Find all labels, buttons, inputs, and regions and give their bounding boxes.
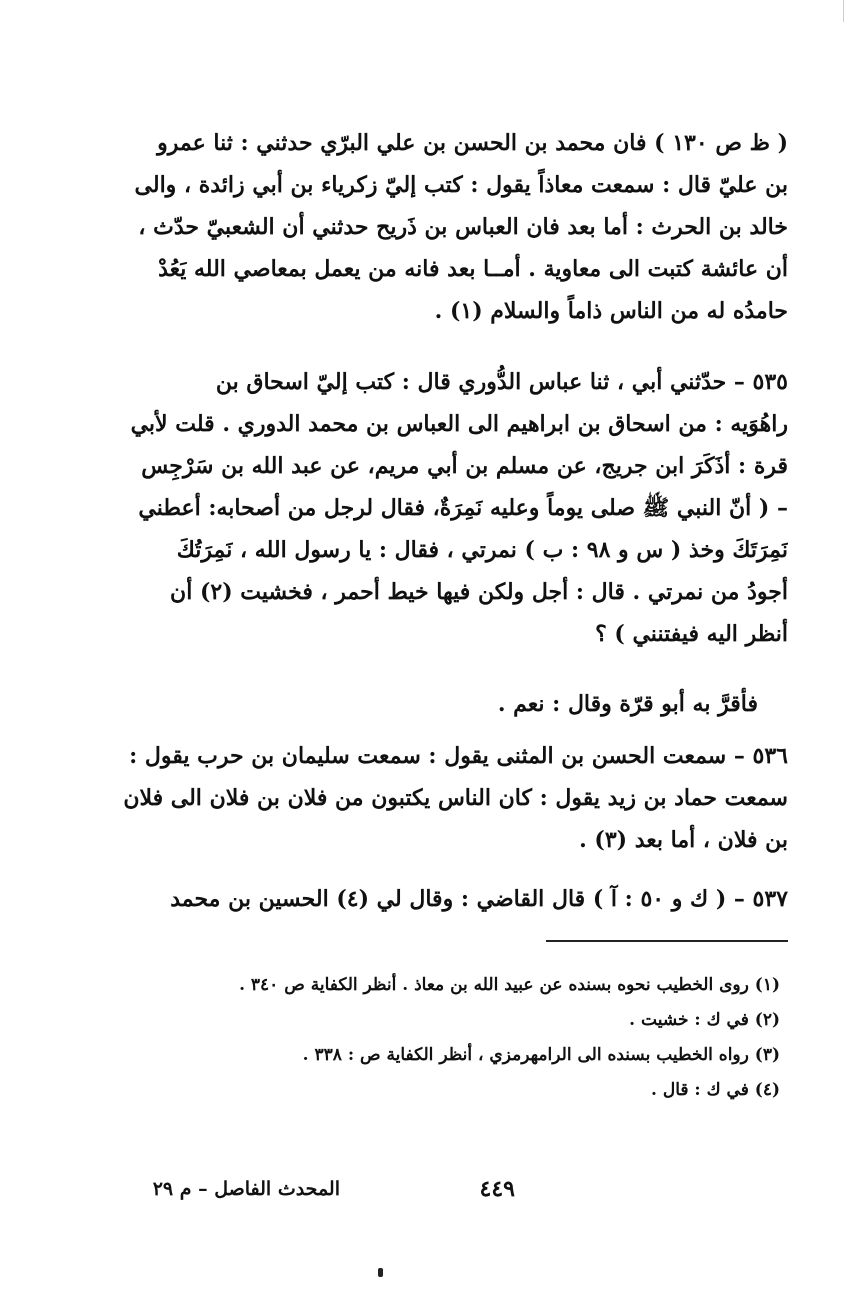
footnote-3: (٣) رواه الخطيب بسنده الى الرامهرمزي ، أنظر الكفاية ص : ٣٣٨ . [302, 1045, 780, 1065]
text-line: ٥٣٦ – سمعت الحسن بن المثنى يقول : سمعت سليمان بن حرب يقول : [129, 743, 788, 769]
footnote-2: (٢) في ك : خشيت . [629, 1010, 780, 1030]
text-line: ٥٣٧ – ( ك و ٥٠ : آ ) قال القاضي : وقال لي (٤) الحسين بن محمد [170, 886, 788, 912]
text-line: فأقرَّ به أبو قرّة وقال : نعم . [497, 691, 758, 717]
text-line: راهُوَيه : من اسحاق بن ابراهيم الى العباس بن محمد الدوري . قلت لأبي [130, 411, 788, 437]
text-line: ( ظ ص ١٣٠ ) فان محمد بن الحسن بن علي البرّي حدثني : ثنا عمرو [157, 130, 788, 156]
text-line: أن عائشة كتبت الى معاوية . أمــا بعد فانه من يعمل بمعاصي الله يَعُدْ [158, 256, 788, 282]
footnote-1: (١) روى الخطيب نحوه بسنده عن عبيد الله بن معاذ . أنظر الكفاية ص ٣٤٠ . [239, 975, 780, 995]
footnote-separator [546, 940, 788, 942]
text-line: نَمِرَتَكَ وخذ ( س و ٩٨ : ب ) نمرتي ، فقال : يا رسول الله ، نَمِرَتُكَ [176, 537, 788, 563]
text-line: خالد بن الحرث : أما بعد فان العباس بن ذَريح حدثني أن الشعبيّ حدّث ، [138, 214, 788, 240]
paragraph-affirmation [118, 683, 758, 725]
text-line: ٥٣٥ – حدّثني أبي ، ثنا عباس الدُّوري قال : كتب إليّ اسحاق بن [215, 369, 788, 395]
text-line: قرة : أذَكَرَ ابن جريج، عن مسلم بن أبي مريم، عن عبد الله بن سَرْجِس [141, 453, 788, 479]
text-line: أجودُ من نمرتي . قال : أجل ولكن فيها خيط أحمر ، فخشيت (٢) أن [170, 579, 788, 605]
paragraph-535 [118, 361, 788, 655]
print-mark [378, 1268, 383, 1277]
text-line: بن عليّ قال : سمعت معاذاً يقول : كتب إليّ زكرياء بن أبي زائدة ، والى [134, 172, 788, 198]
paragraph-chain-intro [118, 122, 788, 332]
footer-book-title: المحدث الفاصل – م ٢٩ [152, 1178, 340, 1200]
paragraph-537 [118, 878, 788, 920]
text-line: – ( أنّ النبي ﷺ صلى يوماً وعليه نَمِرَةٌ، فقال لرجل من أصحابه: أعطني [138, 495, 788, 521]
text-line: بن فلان ، أما بعد (٣) . [579, 827, 788, 853]
footnote-4: (٤) في ك : قال . [651, 1080, 780, 1100]
paragraph-536 [118, 735, 788, 861]
footnotes [210, 968, 780, 1108]
scan-edge-mark [843, 0, 856, 22]
text-line: سمعت حماد بن زيد يقول : كان الناس يكتبون من فلان بن فلان الى فلان [123, 785, 788, 811]
text-line: حامدُه له من الناس ذاماً والسلام (١) . [434, 298, 788, 324]
page-number: ٤٤٩ [479, 1176, 515, 1202]
text-line: أنظر اليه فيفتنني ) ؟ [595, 621, 788, 647]
page-footer [140, 1170, 740, 1210]
